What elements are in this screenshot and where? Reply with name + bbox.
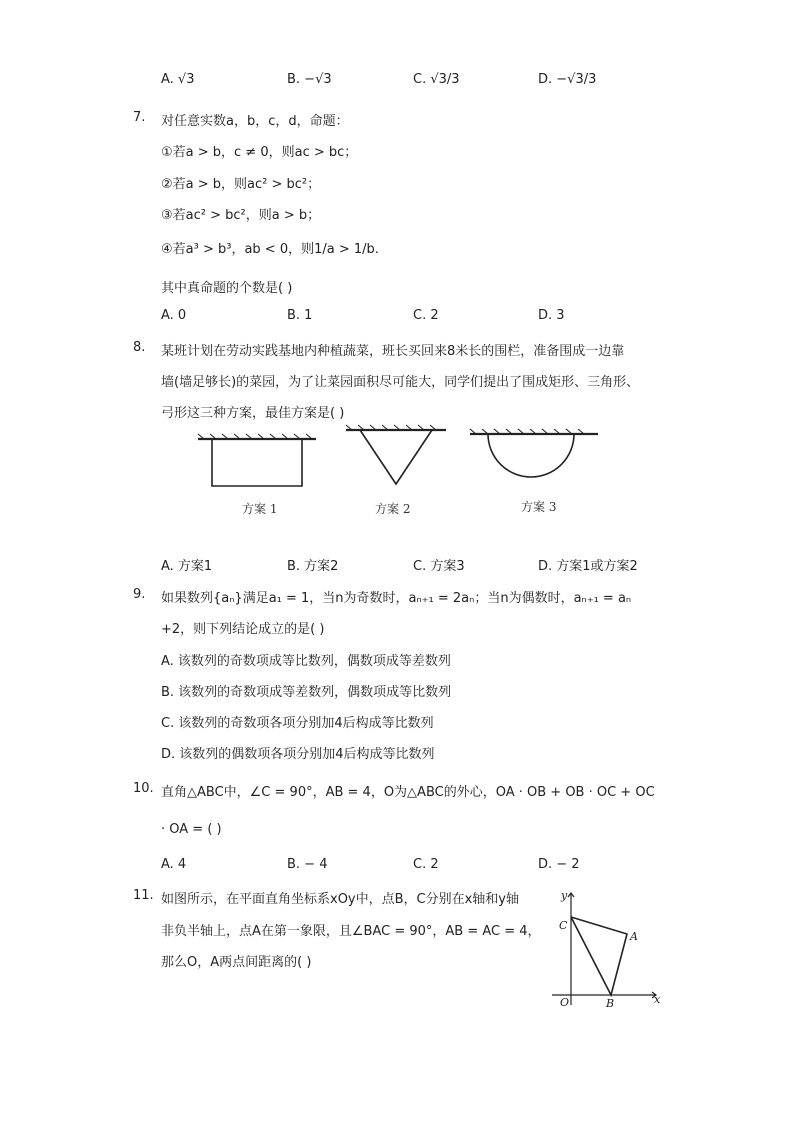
q11-point-a-label: A: [630, 930, 638, 943]
q7-ask: 其中真命题的个数是( ): [161, 281, 293, 296]
q11-origin-label: O: [560, 996, 570, 1009]
q8-plan-3-label: 方案 3: [521, 500, 557, 514]
q7-stem: 对任意实数a，b，c，d，命题：: [161, 114, 349, 129]
q11-coordinate-figure: [540, 885, 670, 1010]
q6-option-b: B. −√3: [287, 72, 332, 87]
q7-option-c: C. 2: [413, 308, 439, 323]
q7-option-b: B. 1: [287, 308, 313, 323]
q9-line-2: +2，则下列结论成立的是( ): [161, 622, 325, 637]
q8-line-3: 弓形这三种方案，最佳方案是( ): [161, 406, 345, 421]
q7-proposition-4: ④若a³ > b³，ab < 0，则1/a > 1/b.: [161, 242, 379, 257]
q10-option-a: A. 4: [161, 857, 187, 872]
q7-proposition-1: ①若a > b，c ≠ 0，则ac > bc；: [161, 145, 358, 160]
q9-option-c: C. 该数列的奇数项各项分别加4后构成等比数列: [161, 716, 434, 731]
q7-number: 7.: [133, 110, 146, 125]
q10-option-d: D. − 2: [538, 857, 580, 872]
q11-number: 11.: [133, 888, 154, 903]
q8-line-2: 墙(墙足够长)的菜园，为了让菜园面积尽可能大，同学们提出了围成矩形、三角形、: [161, 375, 640, 390]
q10-option-b: B. − 4: [287, 857, 328, 872]
q11-x-axis-label: x: [654, 993, 661, 1006]
q6-option-c: C. √3/3: [413, 72, 460, 87]
q7-proposition-2: ②若a > b，则ac² > bc²；: [161, 177, 321, 192]
q9-number: 9.: [133, 587, 146, 602]
q9-option-b: B. 该数列的奇数项成等差数列，偶数项成等比数列: [161, 685, 452, 700]
q11-line-2: 非负半轴上，点A在第一象限，且∠BAC = 90°，AB = AC = 4，: [161, 924, 541, 939]
q9-line-1: 如果数列{aₙ}满足a₁ = 1，当n为奇数时，aₙ₊₁ = 2aₙ；当n为偶数时，aₙ₊₁ = aₙ: [161, 591, 632, 606]
q11-line-1: 如图所示，在平面直角坐标系xOy中，点B，C分别在x轴和y轴: [161, 892, 520, 907]
q11-y-axis-label: y: [561, 889, 568, 902]
q7-option-a: A. 0: [161, 308, 187, 323]
q8-plan-2-label: 方案 2: [375, 502, 411, 516]
q9-option-d: D. 该数列的偶数项各项分别加4后构成等比数列: [161, 747, 435, 762]
q9-option-a: A. 该数列的奇数项成等比数列，偶数项成等差数列: [161, 654, 451, 669]
q10-option-c: C. 2: [413, 857, 439, 872]
q8-plan-1-label: 方案 1: [242, 502, 278, 516]
q8-option-a: A. 方案1: [161, 559, 213, 574]
q8-figures: [0, 0, 794, 560]
q10-number: 10.: [133, 781, 154, 796]
q8-line-1: 某班计划在劳动实践基地内种植蔬菜，班长买回来8米长的围栏，准备围成一边靠: [161, 344, 625, 359]
q8-option-c: C. 方案3: [413, 559, 465, 574]
q7-option-d: D. 3: [538, 308, 565, 323]
q8-option-b: B. 方案2: [287, 559, 339, 574]
q10-line-1: 直角△ABC中，∠C = 90°，AB = 4，O为△ABC的外心，OA · OB + OB · OC + OC: [161, 785, 655, 800]
q10-line-2: · OA = ( ): [161, 822, 222, 837]
q11-point-b-label: B: [606, 997, 615, 1010]
q11-line-3: 那么O，A两点间距离的( ): [161, 955, 312, 970]
q6-option-d: D. −√3/3: [538, 72, 597, 87]
q8-option-d: D. 方案1或方案2: [538, 559, 638, 574]
q11-point-c-label: C: [559, 919, 568, 932]
q8-number: 8.: [133, 340, 146, 355]
q6-option-a: A. √3: [161, 72, 195, 87]
q7-proposition-3: ③若ac² > bc²，则a > b；: [161, 208, 321, 223]
